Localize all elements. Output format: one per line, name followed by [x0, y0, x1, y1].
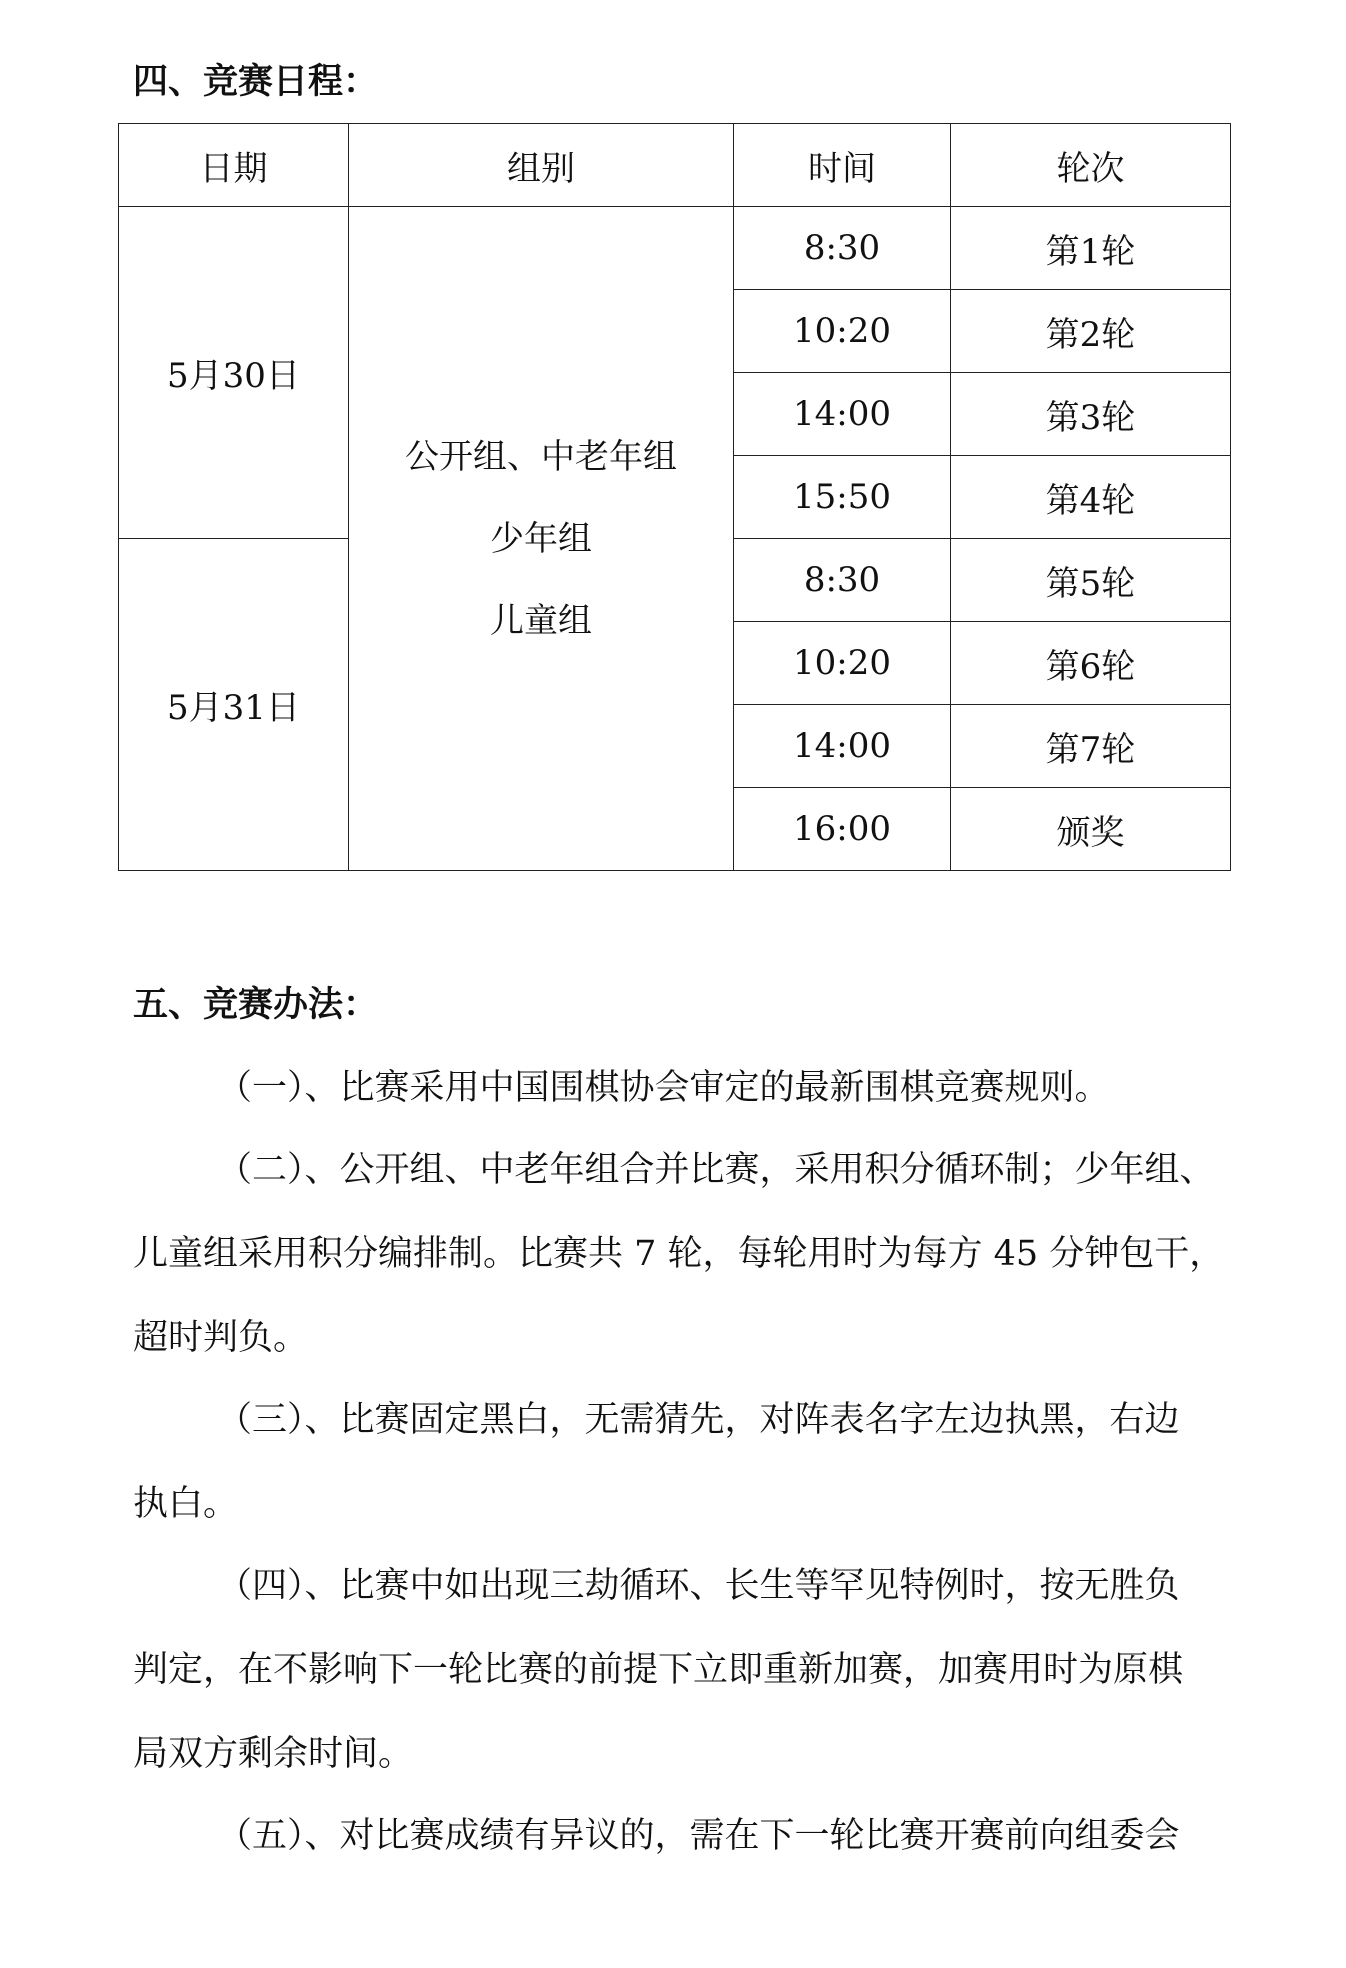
round-cell: 第2轮 — [951, 290, 1231, 373]
rule-paragraph-5 — [133, 1794, 1230, 1878]
time-cell: 14:00 — [734, 705, 951, 788]
round-cell: 第5轮 — [951, 539, 1231, 622]
date-cell: 5月31日 — [119, 539, 349, 871]
time-cell: 8:30 — [734, 207, 951, 290]
paragraph-line: 判定，在不影响下一轮比赛的前提下立即重新加赛，加赛用时为原棋 — [133, 1650, 1184, 1690]
paragraph-line: 超时判负。 — [133, 1318, 309, 1358]
time-cell: 16:00 — [734, 788, 951, 871]
paragraph-line: （一）、比赛采用中国围棋协会审定的最新围棋竞赛规则。 — [217, 1068, 1110, 1108]
round-cell: 第1轮 — [951, 207, 1231, 290]
paragraph-line: 儿童组采用积分编排制。比赛共 7 轮，每轮用时为每方 45 分钟包干， — [133, 1234, 1225, 1274]
paragraph-line: （三）、比赛固定黑白，无需猜先，对阵表名字左边执黑，右边 — [217, 1400, 1180, 1440]
header-round: 轮次 — [951, 124, 1231, 207]
group-line: 公开组、中老年组 — [405, 436, 677, 477]
time-cell: 8:30 — [734, 539, 951, 622]
section-4-heading: 四、竞赛日程： — [133, 62, 379, 102]
paragraph-line: （五）、对比赛成绩有异议的，需在下一轮比赛开赛前向组委会 — [217, 1816, 1180, 1856]
group-line: 儿童组 — [490, 600, 592, 641]
time-cell: 10:20 — [734, 622, 951, 705]
group-line: 少年组 — [490, 518, 592, 559]
rule-paragraph-3 — [133, 1378, 1230, 1546]
table-header-row — [119, 124, 1231, 207]
round-cell: 第7轮 — [951, 705, 1231, 788]
time-cell: 14:00 — [734, 373, 951, 456]
table-row — [119, 207, 1231, 290]
rule-paragraph-1 — [133, 1046, 1230, 1130]
header-time: 时间 — [734, 124, 951, 207]
header-date: 日期 — [119, 124, 349, 207]
paragraph-line: 执白。 — [133, 1484, 239, 1524]
section-5-heading: 五、竞赛办法： — [133, 985, 379, 1025]
time-cell: 10:20 — [734, 290, 951, 373]
schedule-table — [118, 123, 1231, 871]
time-cell: 15:50 — [734, 456, 951, 539]
rule-paragraph-4 — [133, 1544, 1230, 1796]
date-cell: 5月30日 — [119, 207, 349, 539]
group-cell — [349, 207, 734, 871]
paragraph-line: 局双方剩余时间。 — [133, 1734, 414, 1774]
rule-paragraph-2 — [133, 1128, 1230, 1380]
paragraph-line: （二）、公开组、中老年组合并比赛，采用积分循环制；少年组、 — [217, 1150, 1215, 1190]
header-group: 组别 — [349, 124, 734, 207]
round-cell: 颁奖 — [951, 788, 1231, 871]
paragraph-line: （四）、比赛中如出现三劫循环、长生等罕见特例时，按无胜负 — [217, 1566, 1180, 1606]
round-cell: 第4轮 — [951, 456, 1231, 539]
round-cell: 第3轮 — [951, 373, 1231, 456]
round-cell: 第6轮 — [951, 622, 1231, 705]
